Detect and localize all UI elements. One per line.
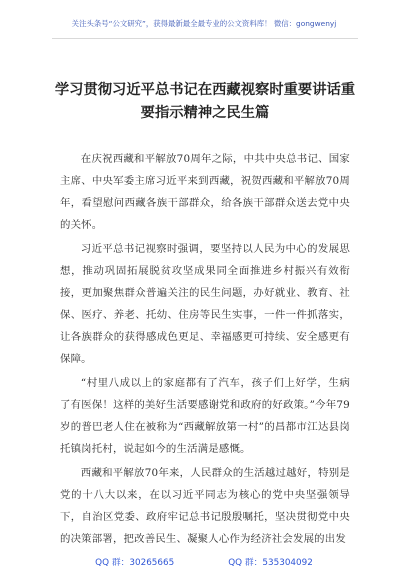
footer-contact bbox=[0, 555, 408, 568]
header-promo-note: 关注头条号“公文研究”，获得最新最全最专业的公文资料库！ 微信：gongwenyj bbox=[71, 19, 337, 28]
title-line-2: 要指示精神之民生篇 bbox=[140, 105, 270, 121]
document-title bbox=[50, 79, 360, 125]
footer-qq-group-2: QQ 群：535304092 bbox=[228, 558, 313, 568]
title-line-1: 学习贯彻习近平总书记在西藏视察时重要讲话重 bbox=[54, 82, 356, 98]
body-paragraph-4: 西藏和平解放70年来，人民群众的生活越过越好，特别是党的十八大以来，在以习近平同志为核心的党中央坚强领导下，自治区党委、政府牢记总书记殷殷嘱托，坚决贯彻党中央的决策部署，把改善民生、凝聚人心作为经济社会发展的出发 bbox=[60, 467, 350, 545]
header-divider bbox=[52, 38, 358, 39]
document-body bbox=[60, 148, 350, 552]
body-paragraph-1: 在庆祝西藏和平解放70周年之际，中共中央总书记、国家主席、中央军委主席习近平来到西藏，祝贺西藏和平解放70周年，看望慰问西藏各族干部群众，给各族干部群众送去党中央的关怀。 bbox=[60, 153, 350, 231]
body-paragraph-2: 习近平总书记视察时强调，要坚持以人民为中心的发展思想，推动巩固拓展脱贫攻坚成果同全面推进乡村振兴有效衔接，更加聚焦群众普遍关注的民生问题，办好就业、教育、社保、医疗、养老、托幼、住房等民生实事，一件一件抓落实，让各族群众的获得感成色更足、幸福感更可持续、安全感更有保障。 bbox=[60, 243, 350, 365]
body-paragraph-3: “村里八成以上的家庭都有了汽车，孩子们上好学，生病了有医保！这样的美好生活要感谢党和政府的好政策。”今年79岁的普巴老人住在被称为“西藏解放第一村”的昌都市江达县岗托镇岗托村，说起如今的生活满是感慨。 bbox=[60, 377, 350, 455]
footer-qq-group-1: QQ 群：30265665 bbox=[95, 558, 175, 568]
